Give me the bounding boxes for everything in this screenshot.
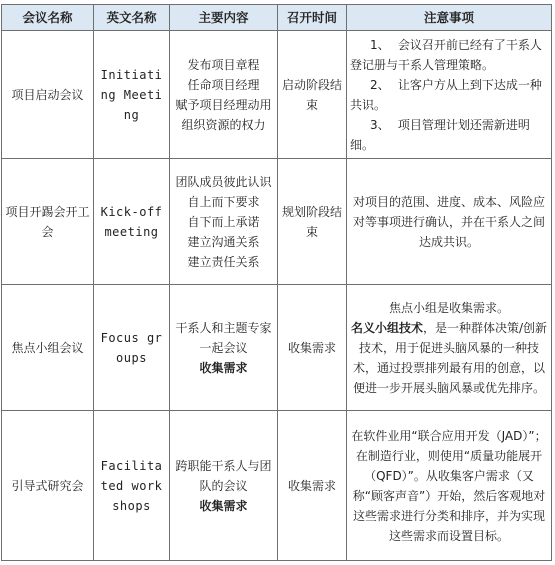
main-content (170, 159, 278, 285)
note-item: 1、 会议召开前已经有了干系人登记册与干系人管理策略。 (350, 37, 542, 72)
main-content (170, 31, 278, 159)
content-text: 干系人和主题专家一起会议 (175, 320, 272, 355)
table-row (2, 159, 552, 285)
meeting-time: 收集需求 (278, 285, 347, 411)
meeting-time: 收集需求 (278, 411, 347, 561)
content-text: 跨职能干系人与团队的会议 (175, 458, 272, 493)
header-time: 召开时间 (278, 5, 347, 31)
header-meeting-name: 会议名称 (2, 5, 94, 31)
note-item: 2、 让客户方从上到下达成一种共识。 (350, 77, 542, 112)
content-bold: 收集需求 (199, 498, 248, 513)
main-content (170, 411, 278, 561)
note-item: 3、 项目管理计划还需新进明细。 (350, 117, 530, 152)
notes-first: 焦点小组是收集需求。 (388, 300, 509, 315)
table-row (2, 411, 552, 561)
english-name: Facilitated workshops (94, 411, 170, 561)
header-english-name: 英文名称 (94, 5, 170, 31)
content-line: 赋予项目经理动用组织资源的权力 (175, 97, 272, 132)
meeting-name: 引导式研究会 (2, 411, 94, 561)
header-notes: 注意事项 (347, 5, 552, 31)
content-line: 团队成员彼此认识 (175, 174, 272, 189)
notes-bold: 名义小组技术 (350, 320, 423, 335)
content-line: 任命项目经理 (187, 77, 260, 92)
meeting-time: 启动阶段结束 (278, 31, 347, 159)
meeting-name: 项目启动会议 (2, 31, 94, 159)
table-row (2, 285, 552, 411)
english-name: Kick-off meeting (94, 159, 170, 285)
meeting-time: 规划阶段结束 (278, 159, 347, 285)
english-name: Initiating Meeting (94, 31, 170, 159)
content-bold: 收集需求 (199, 360, 248, 375)
content-line: 发布项目章程 (187, 57, 260, 72)
notes-cell (347, 285, 552, 411)
main-content (170, 285, 278, 411)
content-line: 自下而上承诺 (187, 214, 260, 229)
content-line: 建立责任关系 (187, 254, 260, 269)
notes-rest: ，是一种群体决策/创新技术，用于促进头脑风暴的一种技术，通过投票排列最有用的创意，以便进一步开展头脑风暴或优先排序。 (352, 320, 548, 395)
content-line: 建立沟通关系 (187, 234, 260, 249)
content-line: 自上而下要求 (187, 194, 260, 209)
meeting-name: 焦点小组会议 (2, 285, 94, 411)
english-name: Focus groups (94, 285, 170, 411)
table-row (2, 31, 552, 159)
header-main-content: 主要内容 (170, 5, 278, 31)
notes-cell: 在软件业用“联合应用开发（JAD）”；在制造行业，则使用“质量功能展开（QFD）”。从收集客户需求（又称“顾客声音”）开始，然后客观地对这些需求进行分类和排序，并为实现这些需求而设置目标。 (347, 411, 552, 561)
notes-cell: 对项目的范围、进度、成本、风险应对等事项进行确认，并在干系人之间达成共识。 (347, 159, 552, 285)
notes-cell (347, 31, 552, 159)
header-row (2, 5, 552, 31)
meeting-name: 项目开踢会开工会 (2, 159, 94, 285)
meetings-table (1, 4, 552, 561)
